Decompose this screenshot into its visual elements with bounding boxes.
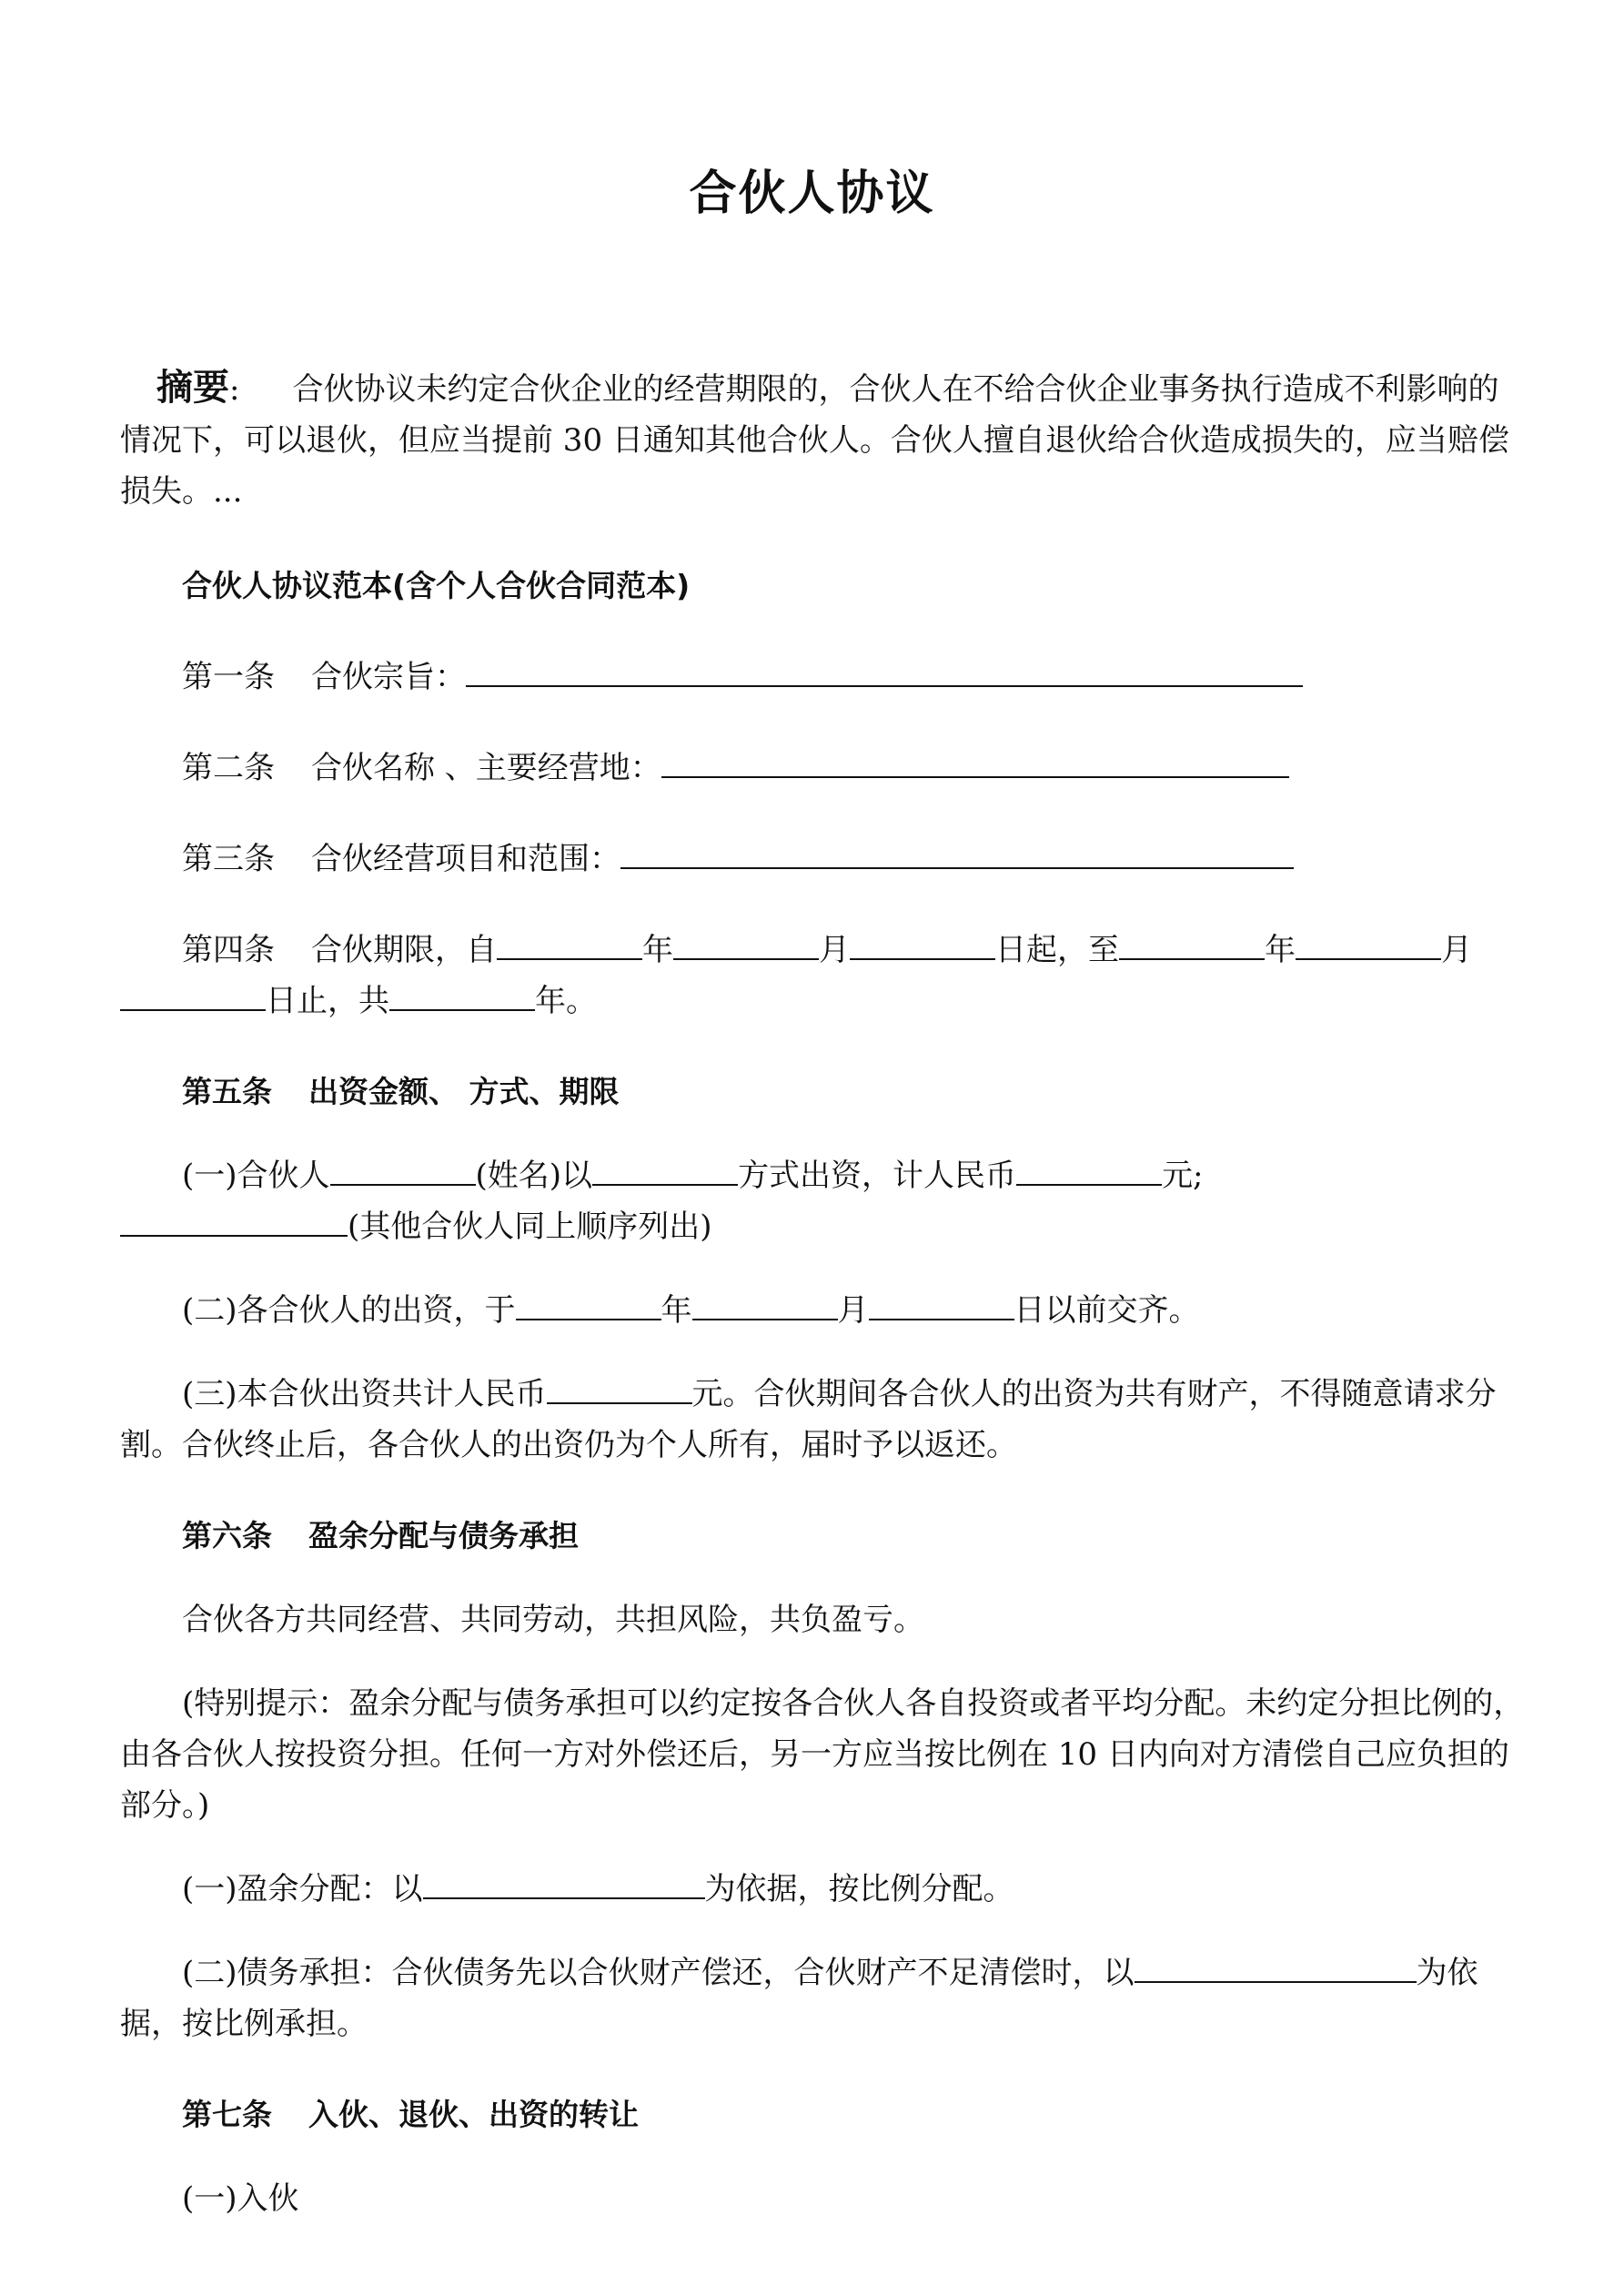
article-1-number: 第一条 xyxy=(182,659,275,695)
fill-blank[interactable] xyxy=(1016,1157,1162,1186)
fill-blank[interactable] xyxy=(120,1208,348,1237)
abstract-text: 合伙协议未约定合伙企业的经营期限的，合伙人在不给合伙企业事务执行造成不利影响的情况下，可以退伙，但应当提前 30 日通知其他合伙人。合伙人擅自退伙给合伙造成损失的，应当赔偿损失。... xyxy=(120,371,1509,510)
article-3 xyxy=(120,834,1526,885)
article-1 xyxy=(120,652,1526,703)
clause-text: 方式出资，计人民币 xyxy=(738,1158,1017,1194)
fill-blank[interactable] xyxy=(620,840,1294,869)
year-label: 年 xyxy=(535,983,566,1019)
abstract-label: 摘要 xyxy=(156,367,229,409)
fill-blank[interactable] xyxy=(592,1157,738,1186)
article-5-heading xyxy=(120,1067,1526,1118)
article-2-text: 合伙名称 、主要经营地： xyxy=(311,750,661,786)
year-label: 年 xyxy=(1265,932,1296,968)
article-5-clause-2 xyxy=(120,1285,1526,1336)
abstract-colon: : xyxy=(229,371,240,408)
fill-blank[interactable] xyxy=(547,1375,692,1404)
fill-blank[interactable] xyxy=(692,1291,838,1320)
clause-text: 元; xyxy=(1162,1158,1204,1194)
clause-text: (姓名)以 xyxy=(475,1158,593,1194)
fill-blank[interactable] xyxy=(1296,931,1441,960)
clause-text: (一)合伙人 xyxy=(182,1158,330,1194)
fill-blank[interactable] xyxy=(869,1291,1014,1320)
fill-blank[interactable] xyxy=(850,931,995,960)
document-subtitle: 合伙人协议范本(含个人合伙合同范本) xyxy=(182,568,691,603)
article-3-text: 合伙经营项目和范围： xyxy=(311,841,620,877)
year-label: 年 xyxy=(642,932,673,968)
document-title: 合伙人协议 xyxy=(689,167,935,221)
fill-blank[interactable] xyxy=(661,749,1289,778)
article-7-clause-1: (一)入伙 xyxy=(182,2180,299,2217)
document-body xyxy=(120,362,1526,2224)
article-3-number: 第三条 xyxy=(182,841,275,877)
fill-blank[interactable] xyxy=(466,658,1303,687)
abstract-paragraph xyxy=(120,362,1526,517)
month-label: 月 xyxy=(819,932,850,968)
fill-blank[interactable] xyxy=(330,1157,476,1186)
clause-text: 为依据，按比例承担。 xyxy=(120,1955,1478,2042)
clause-text: 元。合伙期间各合伙人的出资为共有财产，不得随意请求分割。合伙终止后，各合伙人的出资仍为个人所有，届时予以返还。 xyxy=(120,1376,1497,1463)
fill-blank[interactable] xyxy=(1119,931,1265,960)
fill-blank[interactable] xyxy=(516,1291,661,1320)
article-6-paragraph: 合伙各方共同经营、共同劳动，共担风险，共负盈亏。 xyxy=(182,1602,924,1638)
clause-text: (三)本合伙出资共计人民币 xyxy=(182,1376,547,1412)
year-label: 年 xyxy=(661,1292,692,1329)
article-4-text: 合伙期限，自 xyxy=(311,932,497,968)
article-6-number: 第六条 xyxy=(182,1518,272,1553)
article-4-number: 第四条 xyxy=(182,932,275,968)
day-to-label: 日止，共 xyxy=(266,983,389,1019)
article-6-clause-2 xyxy=(120,1947,1526,2049)
clause-text: (一)盈余分配：以 xyxy=(182,1871,423,1907)
fill-blank[interactable] xyxy=(497,931,642,960)
month-label: 月 xyxy=(1441,932,1472,968)
clause-text: 为依据，按比例分配。 xyxy=(704,1871,1014,1907)
article-5-subject: 出资金额、 方式、期限 xyxy=(308,1074,620,1109)
fill-blank[interactable] xyxy=(673,931,819,960)
article-6-subject: 盈余分配与债务承担 xyxy=(308,1518,579,1553)
article-6-note: (特别提示：盈余分配与债务承担可以约定按各合伙人各自投资或者平均分配。未约定分担比例的，由各合伙人按投资分担。任何一方对外偿还后，另一方应当按比例在 10 日内向对方清偿自己应负担的部分。) xyxy=(120,1685,1525,1824)
article-2-number: 第二条 xyxy=(182,750,275,786)
article-7-number: 第七条 xyxy=(182,2097,272,2132)
fill-blank[interactable] xyxy=(1135,1954,1417,1983)
day-from-label: 日起，至 xyxy=(995,932,1119,968)
article-7-subject: 入伙、退伙、出资的转让 xyxy=(308,2097,639,2132)
article-5-number: 第五条 xyxy=(182,1074,272,1109)
article-1-text: 合伙宗旨： xyxy=(311,659,466,695)
fill-blank[interactable] xyxy=(423,1870,705,1899)
article-4: 第四条 合伙期限，自 年 月 日起，至 年 月日止，共 年。 xyxy=(120,925,1526,1027)
clause-text: (其他合伙人同上顺序列出) xyxy=(348,1209,712,1245)
clause-text: (二)债务承担：合伙债务先以合伙财产偿还，合伙财产不足清偿时，以 xyxy=(182,1955,1135,1991)
article-6-clause-1 xyxy=(120,1864,1526,1915)
article-6-heading xyxy=(120,1511,1526,1562)
fill-blank[interactable] xyxy=(389,982,535,1011)
article-5-clause-1 xyxy=(120,1150,1526,1252)
clause-text: 日以前交齐。 xyxy=(1014,1292,1200,1329)
article-5-clause-3 xyxy=(120,1369,1526,1471)
article-2 xyxy=(120,743,1526,794)
fill-blank[interactable] xyxy=(120,982,266,1011)
clause-text: (二)各合伙人的出资，于 xyxy=(182,1292,516,1329)
article-7-heading xyxy=(120,2089,1526,2140)
month-label: 月 xyxy=(837,1292,869,1329)
